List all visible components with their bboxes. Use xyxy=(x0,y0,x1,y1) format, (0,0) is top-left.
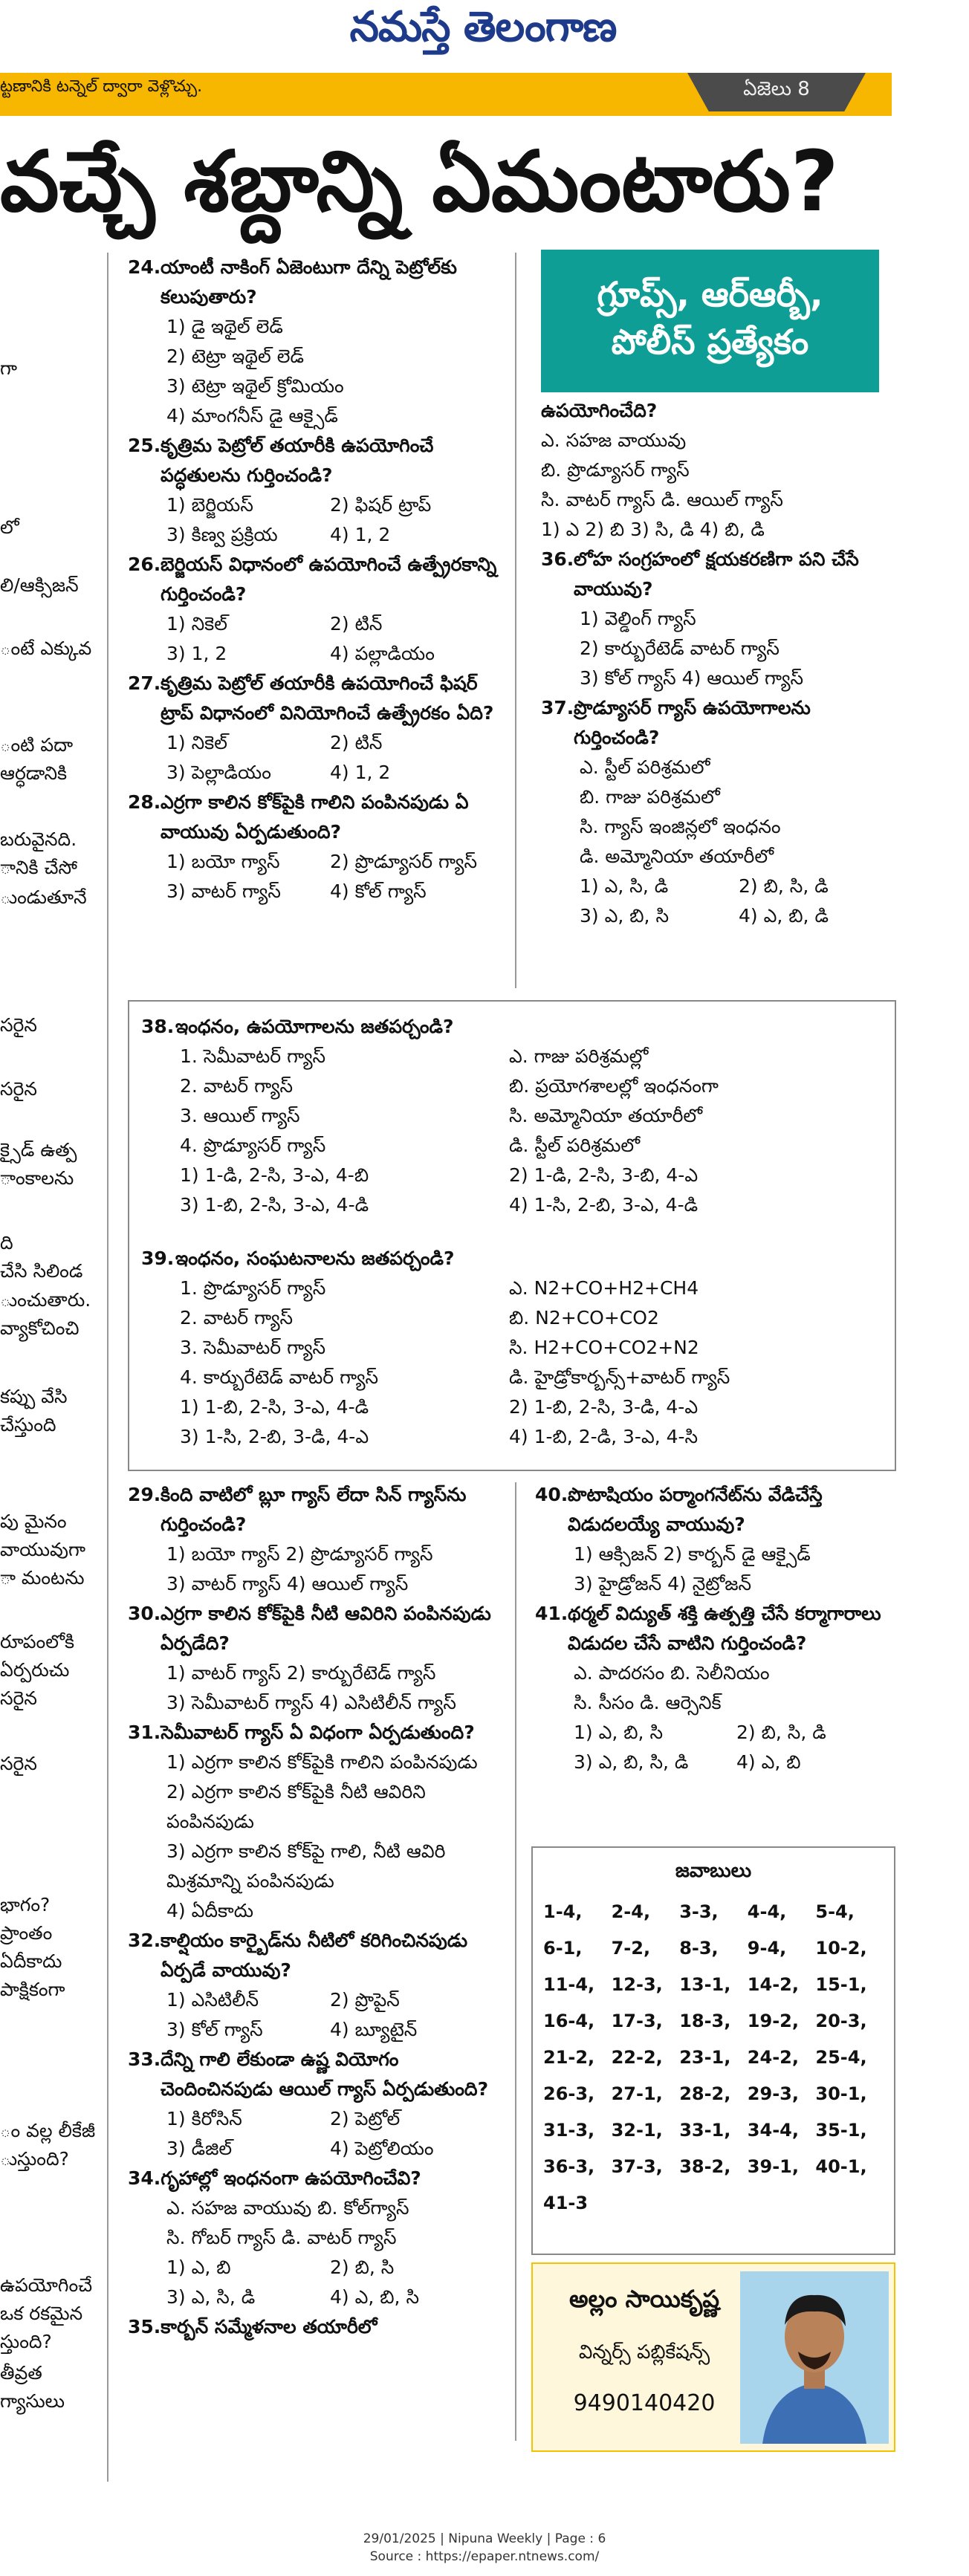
answer-entry: 8-3, xyxy=(679,1938,719,1959)
option-text: 2) బి, సి, డి xyxy=(736,1722,826,1743)
match-left: 2. వాటర్ గ్యాస్ xyxy=(180,1307,294,1328)
answer-row xyxy=(141,1161,884,1190)
option-text: 2) బి, సి xyxy=(330,2257,395,2278)
match-left: 2. వాటర్ గ్యాస్ xyxy=(180,1075,294,1097)
match-row xyxy=(141,1363,884,1392)
answer-entry: 9-4, xyxy=(747,1938,787,1959)
answer-entry: 28-2, xyxy=(679,2083,731,2104)
option-text: 1) కిరోసిన్ xyxy=(166,2108,242,2129)
edge-fragment: రూపంలోకి xyxy=(0,1631,75,1652)
question-text: ఎర్రగా కాలిన కోక్‌పైకి గాలిని పంపినపుడు ఏ వాయువు ఏర్పడుతుంది? xyxy=(161,791,469,843)
option-text: 4) పల్లాడియం xyxy=(330,643,435,664)
option-text: 3) ఎ, బి, సి, డి xyxy=(574,1751,689,1773)
question-item xyxy=(128,788,507,906)
option-text: 1) నికెల్ xyxy=(166,613,227,635)
answer-entry: 34-4, xyxy=(747,2120,799,2141)
question-number: 27. xyxy=(128,672,161,694)
answer-entry: 27-1, xyxy=(611,2083,663,2104)
answer-entry: 7-2, xyxy=(611,1938,651,1959)
edge-fragment: ఏదీకాదు xyxy=(0,1950,62,1972)
edge-fragment: కప్పు వేసి xyxy=(0,1386,68,1407)
option-text: సి. సీసం డి. ఆర్సెనిక్ xyxy=(574,1692,722,1713)
question-number: 31. xyxy=(128,1722,161,1743)
edge-fragment: లి/ఆక్సిజన్ xyxy=(0,574,79,596)
question-heading xyxy=(128,1926,507,1985)
question-heading xyxy=(128,2045,507,2104)
match-left: 1. సెమీవాటర్ గ్యాస్ xyxy=(180,1045,326,1067)
question-text: కాల్షియం కార్బైడ్‌ను నీటిలో కరిగించినపుడు ఏర్పడే వాయువు? xyxy=(161,1930,468,1981)
answer-entry: 3-3, xyxy=(679,1901,719,1922)
match-question xyxy=(141,1244,884,1452)
answer-entry: 22-2, xyxy=(611,2047,663,2068)
edge-fragment: ం వల్ల లీకేజీ xyxy=(0,2120,96,2141)
question-text: ఇంధనం, సంఘటనాలను జతపర్చండి? xyxy=(175,1248,455,1269)
match-right: బి. ప్రయోగశాలల్లో ఇంధనంగా xyxy=(509,1075,719,1097)
question-item xyxy=(128,669,507,788)
question-item xyxy=(128,2045,507,2164)
question-heading xyxy=(141,1012,884,1042)
edge-fragment: ుండుతూనే xyxy=(0,886,87,908)
match-right: బి. N2+CO+CO2 xyxy=(509,1307,659,1328)
option-text: 2) ప్రొడ్యూసర్ గ్యాస్ xyxy=(330,851,478,872)
answer-entry: 10-2, xyxy=(815,1938,867,1959)
question-heading xyxy=(128,1480,507,1540)
answer-key xyxy=(531,1846,895,2255)
masthead xyxy=(0,0,969,67)
option-text: 3) 1, 2 xyxy=(166,643,227,664)
option-text: 2) పెట్రోల్ xyxy=(330,2108,401,2129)
answer-entry: 18-3, xyxy=(679,2011,731,2031)
question-number: 25. xyxy=(128,435,161,456)
match-row xyxy=(141,1042,884,1071)
option-text: 2) టెట్రా ఇథైల్ లెడ్ xyxy=(166,345,304,367)
question-heading xyxy=(128,550,507,609)
question-heading xyxy=(128,2164,507,2193)
edge-fragment: చేసి సిలిండ xyxy=(0,1260,83,1282)
option-text: 1) ఎసిటిలీన్ xyxy=(166,1989,259,2011)
question-number: 24. xyxy=(128,256,161,278)
answer-entry: 4-4, xyxy=(747,1901,787,1922)
ticker-text: ట్టణానికి టన్నెల్ ద్వారా వెళ్లొచ్చు. xyxy=(0,77,203,96)
option-row xyxy=(128,1985,507,2015)
question-item xyxy=(541,693,898,931)
match-left: 4. ప్రొడ్యూసర్ గ్యాస్ xyxy=(180,1135,326,1156)
answer-entry: 36-3, xyxy=(543,2156,595,2177)
option-row xyxy=(128,2104,507,2134)
edge-fragment: భాగం? xyxy=(0,1894,51,1915)
option-text: 2) టిన్ xyxy=(330,613,383,635)
question-text: కృత్రిమ పెట్రోల్ తయారీకి ఉపయోగించే పద్ధతులను గుర్తించండి? xyxy=(161,435,434,486)
answer-row xyxy=(141,1422,884,1452)
option-text: 3) ఎ, బి, సి xyxy=(580,905,669,927)
question-number: 33. xyxy=(128,2048,161,2070)
option-text: 4) ఎ, బి xyxy=(736,1751,801,1773)
question-number: 37. xyxy=(541,697,574,718)
page-footer xyxy=(0,2530,969,2566)
option-text: 3) టెట్రా ఇథైల్ క్రోమియం xyxy=(166,375,344,397)
option-text: 3) కోల్ గ్యాస్ xyxy=(166,2019,263,2040)
question-item xyxy=(541,545,898,693)
question-item xyxy=(128,1718,507,1926)
option-text: 3) కోల్ గ్యాస్ 4) ఆయిల్ గ్యాస్ xyxy=(580,667,804,689)
question-heading xyxy=(128,669,507,728)
answer-entry: 24-2, xyxy=(747,2047,799,2068)
match-left: 1. ప్రొడ్యూసర్ గ్యాస్ xyxy=(180,1277,326,1299)
answer-entry: 26-3, xyxy=(543,2083,595,2104)
question-number: 30. xyxy=(128,1603,161,1624)
edge-fragment: పు మైనం xyxy=(0,1511,67,1532)
question-item xyxy=(128,2312,507,2342)
edge-fragment: ుంచుతారు. xyxy=(0,1289,91,1311)
edge-fragment: గా xyxy=(0,357,18,379)
answer-row xyxy=(141,1190,884,1220)
question-text: గృహాల్లో ఇంధనంగా ఉపయోగించేవి? xyxy=(161,2167,421,2189)
edge-fragment: సరైన xyxy=(0,1753,37,1774)
author-name: అల్లం సాయికృష్ణ xyxy=(568,2285,720,2313)
question-text: సెమీవాటర్ గ్యాస్ ఏ విధంగా ఏర్పడుతుంది? xyxy=(161,1722,475,1743)
option-row xyxy=(541,872,898,901)
answer-option: 2) 1-డి, 2-సి, 3-బి, 4-ఎ xyxy=(509,1164,699,1186)
question-heading xyxy=(128,253,507,312)
answer-entry: 39-1, xyxy=(747,2156,799,2177)
answer-option: 3) 1-సి, 2-బి, 3-డి, 4-ఎ xyxy=(180,1426,369,1447)
question-number: 29. xyxy=(128,1484,161,1505)
option-row xyxy=(128,2253,507,2283)
question-number: 38. xyxy=(141,1016,175,1037)
option-text: 1) బయో గ్యాస్ xyxy=(166,851,280,872)
edge-fragment: ానికి చేసో xyxy=(0,857,77,878)
continued-text: సి. వాటర్ గ్యాస్ డి. ఆయిల్ గ్యాస్ xyxy=(541,489,783,510)
option-text: 1) ఎర్రగా కాలిన కోక్‌పైకి గాలిని పంపినపుడు xyxy=(166,1751,478,1773)
badge-line-1: గ్రూప్స్, ఆర్ఆర్బీ, xyxy=(597,274,823,314)
question-number: 35. xyxy=(128,2316,161,2337)
question-heading xyxy=(128,2312,507,2342)
left-column-divider xyxy=(107,253,108,2482)
answer-entry: 6-1, xyxy=(543,1938,583,1959)
option-text: 2) బి, సి, డి xyxy=(739,875,829,897)
edge-fragment: క్సైడ్ ఉత్ప xyxy=(0,1139,77,1161)
edge-fragment: ంటే ఎక్కువ xyxy=(0,637,92,659)
option-text: 4) 1, 2 xyxy=(330,524,391,545)
answer-grid xyxy=(533,1894,894,2222)
questions-29-35 xyxy=(128,1480,507,2342)
match-left: 3. ఆయిల్ గ్యాస్ xyxy=(180,1105,300,1126)
edge-fragment: బరువైనది. xyxy=(0,828,77,850)
question-item xyxy=(128,1599,507,1718)
option-text: 4) కోల్ గ్యాస్ xyxy=(330,880,427,902)
answer-option: 1) 1-డి, 2-సి, 3-ఎ, 4-బి xyxy=(180,1164,369,1186)
question-text: దేన్ని గాలి లేకుండా ఉష్ణ వియోగం చెందించినపుడు ఆయిల్ గ్యాస్ ఏర్పడుతుంది? xyxy=(161,2048,489,2100)
option-text: 1) ఎ, బి, సి xyxy=(574,1722,663,1743)
question-item xyxy=(535,1480,899,1599)
question-text: కృత్రిమ పెట్రోల్ తయారీకి ఉపయోగించే ఫిషర్ ట్రాప్ విధానంలో వినియోగించే ఉత్ప్రేరకం ఏది? xyxy=(161,672,494,724)
answer-option: 2) 1-బి, 2-సి, 3-డి, 4-ఎ xyxy=(509,1396,699,1418)
edge-fragment: ా మంటను xyxy=(0,1567,85,1589)
match-right: సి. H2+CO+CO2+N2 xyxy=(509,1337,699,1358)
answer-entry: 30-1, xyxy=(815,2083,867,2104)
person-silhouette-icon xyxy=(740,2271,889,2444)
match-right: ఎ. గాజు పరిశ్రమల్లో xyxy=(509,1045,649,1067)
author-photo xyxy=(740,2271,889,2444)
option-text: 3) వాటర్ గ్యాస్ xyxy=(166,880,281,902)
continued-text: 1) ఎ 2) బి 3) సి, డి 4) బి, డి xyxy=(541,519,765,540)
option-text: 4) పెట్రోలియం xyxy=(330,2138,434,2159)
edge-fragment: పాక్షికంగా xyxy=(0,1979,65,2000)
continued-text: ఎ. సహజ వాయువు xyxy=(541,429,687,451)
option-row xyxy=(128,2134,507,2164)
edge-fragment: ఉపయోగించే xyxy=(0,2274,93,2296)
question-number: 39. xyxy=(141,1248,175,1269)
question-heading xyxy=(128,1718,507,1748)
option-row xyxy=(128,728,507,758)
edge-fragment: లో xyxy=(0,516,19,538)
option-text: 4) ఏదీకాదు xyxy=(166,1900,254,1921)
answer-entry: 37-3, xyxy=(611,2156,663,2177)
question-item xyxy=(128,1926,507,2045)
option-row xyxy=(128,847,507,877)
answer-entry: 38-2, xyxy=(679,2156,731,2177)
edge-fragment: గ్యాసులు xyxy=(0,2390,65,2412)
question-heading xyxy=(541,693,898,753)
page-tag-label: ఏజెలు 8 xyxy=(743,78,810,100)
match-row xyxy=(141,1101,884,1131)
continued-text: బి. ప్రొడ్యూసర్ గ్యాస్ xyxy=(541,459,690,481)
edge-fragment: చేస్తుంది xyxy=(0,1414,56,1435)
option-text: బి. గాజు పరిశ్రమలో xyxy=(580,786,720,808)
match-right: సి. అమ్మోనియా తయారీలో xyxy=(509,1105,703,1126)
headline: వచ్చే శబ్దాన్ని ఏమంటారు? xyxy=(0,134,839,230)
option-text: ఎ. స్టీల్ పరిశ్రమలో xyxy=(580,756,710,778)
edge-fragment: వ్యాకోచించి xyxy=(0,1317,80,1339)
middle-column-divider-lower xyxy=(515,1482,516,2441)
option-text: 2) టిన్ xyxy=(330,732,383,753)
question-item xyxy=(128,253,507,431)
answer-option: 1) 1-బి, 2-సి, 3-ఎ, 4-డి xyxy=(180,1396,369,1418)
answer-entry: 21-2, xyxy=(543,2047,595,2068)
option-text: 4) ఎ, బి, సి xyxy=(330,2286,419,2308)
option-text: 4) ఎ, బి, డి xyxy=(739,905,829,927)
edge-fragment: ఏర్పరుచు xyxy=(0,1659,70,1681)
option-text: 1) బెర్జియస్ xyxy=(166,494,253,516)
questions-35-37 xyxy=(541,396,898,931)
questions-24-28 xyxy=(128,253,507,906)
match-row xyxy=(141,1131,884,1161)
option-text: ఎ. సహజ వాయువు బి. కోల్‌గ్యాస్ xyxy=(166,2197,409,2219)
answer-option: 4) 1-బి, 2-డి, 3-ఎ, 4-సి xyxy=(509,1426,699,1447)
answer-entry: 12-3, xyxy=(611,1974,663,1995)
edge-fragment: సరైన xyxy=(0,1687,37,1709)
option-text: 3) పెల్లాడియం xyxy=(166,762,271,783)
option-row xyxy=(128,520,507,550)
author-phone: 9490140420 xyxy=(573,2390,716,2416)
option-text: 4) బ్యూటైన్ xyxy=(330,2019,418,2040)
match-row xyxy=(141,1071,884,1101)
question-heading xyxy=(128,1599,507,1658)
edge-fragment: సరైన xyxy=(0,1078,37,1100)
edge-fragment: వాయువుగా xyxy=(0,1539,85,1560)
question-text: ఎర్రగా కాలిన కోక్‌పైకి నీటి ఆవిరిని పంపినపుడు ఏర్పడేది? xyxy=(161,1603,491,1654)
question-number: 36. xyxy=(541,548,574,570)
option-text: 3) వాటర్ గ్యాస్ 4) ఆయిల్ గ్యాస్ xyxy=(166,1573,409,1594)
match-right: ఎ. N2+CO+H2+CH4 xyxy=(509,1277,699,1299)
answer-entry: 1-4, xyxy=(543,1901,583,1922)
answer-entry: 40-1, xyxy=(815,2156,867,2177)
answer-entry: 29-3, xyxy=(747,2083,799,2104)
option-text: 1) ఎ, సి, డి xyxy=(580,875,669,897)
question-text: బెర్జియస్ విధానంలో ఉపయోగించే ఉత్ప్రేరకాన్ని గుర్తించండి? xyxy=(161,554,497,605)
question-item xyxy=(128,550,507,669)
question-text: యాంటీ నాకింగ్ ఏజెంటుగా దేన్ని పెట్రోల్‌కు కలుపుతారు? xyxy=(161,256,457,308)
edge-fragment: తీవ్రత xyxy=(0,2362,42,2384)
question-number: 28. xyxy=(128,791,161,813)
match-row xyxy=(141,1274,884,1303)
match-question xyxy=(141,1012,884,1220)
edge-fragment: ఆర్ధడానికి xyxy=(0,762,68,784)
question-heading xyxy=(141,1244,884,1274)
option-row xyxy=(128,2015,507,2045)
option-text: 1) వాటర్ గ్యాస్ 2) కార్బురేటెడ్ గ్యాస్ xyxy=(166,1662,436,1684)
option-row xyxy=(541,901,898,931)
option-text: 2) ఫిషర్ ట్రాప్ xyxy=(330,494,432,516)
question-heading xyxy=(541,545,898,604)
option-text: 1) ఎ, బి xyxy=(166,2257,231,2278)
question-heading xyxy=(128,431,507,490)
option-text: 2) కార్బురేటెడ్ వాటర్ గ్యాస్ xyxy=(580,637,780,659)
edge-fragment: ప్రాంతం xyxy=(0,1922,53,1944)
question-text: ప్రొడ్యూసర్ గ్యాస్ ఉపయోగాలను గుర్తించండి? xyxy=(574,697,811,748)
edge-fragment: ంటి పదా xyxy=(0,734,74,756)
question-item xyxy=(535,1599,899,1777)
newspaper-logo: నమస్తే తెలంగాణ xyxy=(349,3,617,51)
option-row xyxy=(128,639,507,669)
answer-option: 4) 1-సి, 2-బి, 3-ఎ, 4-డి xyxy=(509,1194,699,1216)
exam-badge xyxy=(541,250,879,392)
answer-entry: 20-3, xyxy=(815,2011,867,2031)
option-text: 1) నికెల్ xyxy=(166,732,227,753)
middle-column-divider xyxy=(515,253,516,988)
match-row xyxy=(141,1333,884,1363)
option-text: 3) కిణ్వ ప్రక్రియ xyxy=(166,524,278,545)
option-text: 2) ఎర్రగా కాలిన కోక్‌పైకి నీటి ఆవిరిని పంపినపుడు xyxy=(166,1781,426,1832)
question-text: థర్మల్ విద్యుత్ శక్తి ఉత్పత్తి చేసే కర్మాగారాలు విడుదల చేసే వాటిని గుర్తించండి? xyxy=(568,1603,881,1654)
option-row xyxy=(128,490,507,520)
edge-fragment: ాంకాలను xyxy=(0,1167,74,1189)
question-number: 41. xyxy=(535,1603,568,1624)
answer-entry: 17-3, xyxy=(611,2011,663,2031)
edge-fragment: ఒక రకమైన xyxy=(0,2303,83,2324)
match-left: 3. సెమీవాటర్ గ్యాస్ xyxy=(180,1337,326,1358)
option-row xyxy=(128,758,507,788)
answer-key-title: జవాబులు xyxy=(675,1860,752,1882)
option-row xyxy=(128,2283,507,2312)
option-row xyxy=(535,1718,899,1748)
option-text: సి. గ్యాస్ ఇంజిన్లలో ఇంధనం xyxy=(580,816,781,837)
question-text: కింది వాటిలో బ్లూ గ్యాస్ లేదా సిన్ గ్యాస్‌ను గుర్తించండి? xyxy=(161,1484,467,1535)
question-number: 32. xyxy=(128,1930,161,1951)
answer-entry: 33-1, xyxy=(679,2120,731,2141)
answer-entry: 31-3, xyxy=(543,2120,595,2141)
answer-entry: 2-4, xyxy=(611,1901,651,1922)
edge-fragment: ది xyxy=(0,1232,13,1253)
option-text: 3) ఎ, సి, డి xyxy=(166,2286,256,2308)
footer-source-line: Source : https://epaper.ntnews.com/ xyxy=(369,2549,600,2564)
answer-entry: 16-4, xyxy=(543,2011,595,2031)
question-number: 34. xyxy=(128,2167,161,2189)
question-item xyxy=(128,2164,507,2312)
answer-entry: 32-1, xyxy=(611,2120,663,2141)
edge-fragment: సరైన xyxy=(0,1014,37,1036)
option-row xyxy=(128,877,507,906)
question-number: 26. xyxy=(128,554,161,575)
footer-date-line: 29/01/2025 | Nipuna Weekly | Page : 6 xyxy=(363,2531,606,2546)
match-right: డి. హైడ్రోకార్బన్స్+వాటర్ గ్యాస్ xyxy=(509,1366,730,1388)
match-right: డి. స్టీల్ పరిశ్రమలో xyxy=(509,1135,641,1156)
answer-entry: 15-1, xyxy=(815,1974,867,1995)
option-text: సి. గోబర్ గ్యాస్ డి. వాటర్ గ్యాస్ xyxy=(166,2227,397,2248)
question-text: కార్బన్ సమ్మేళనాల తయారీలో xyxy=(161,2316,377,2337)
answer-entry: 13-1, xyxy=(679,1974,731,1995)
answer-option: 3) 1-బి, 2-సి, 3-ఎ, 4-డి xyxy=(180,1194,369,1216)
answer-entry: 41-3 xyxy=(543,2193,589,2213)
edge-fragment: ుస్తుంది? xyxy=(0,2148,69,2170)
option-row xyxy=(128,609,507,639)
question-item xyxy=(128,431,507,550)
answer-entry: 19-2, xyxy=(747,2011,799,2031)
match-questions-box xyxy=(128,1000,896,1471)
question-number: 40. xyxy=(535,1484,568,1505)
option-text: 2) ప్రొపైన్ xyxy=(330,1989,400,2011)
option-text: 1) డై ఇథైల్ లెడ్ xyxy=(166,316,283,337)
answer-entry: 23-1, xyxy=(679,2047,731,2068)
answer-row xyxy=(141,1392,884,1422)
questions-40-41 xyxy=(535,1480,899,1777)
option-text: 4) మాంగనీస్ డై ఆక్సైడ్ xyxy=(166,405,338,426)
option-row xyxy=(535,1748,899,1777)
question-heading xyxy=(535,1480,899,1540)
option-text: 1) బయో గ్యాస్ 2) ప్రొడ్యూసర్ గ్యాస్ xyxy=(166,1543,433,1565)
question-text: పొటాషియం పర్మాంగనేట్‌ను వేడిచేస్తే విడుదలయ్యే వాయువు? xyxy=(568,1484,823,1535)
option-text: 3) సెమీవాటర్ గ్యాస్ 4) ఎసిటిలీన్ గ్యాస్ xyxy=(166,1692,456,1713)
question-group xyxy=(541,545,898,931)
question-heading xyxy=(535,1599,899,1658)
match-left: 4. కార్బురేటెడ్ వాటర్ గ్యాస్ xyxy=(180,1366,379,1388)
answer-entry: 35-1, xyxy=(815,2120,867,2141)
option-text: 1) వెల్డింగ్ గ్యాస్ xyxy=(580,608,696,629)
option-text: డి. అమ్మోనియా తయారీలో xyxy=(580,846,774,867)
answer-entry: 14-2, xyxy=(747,1974,799,1995)
option-text: 3) హైడ్రోజన్ 4) నైట్రోజన్ xyxy=(574,1573,752,1594)
continued-text: ఉపయోగించేది? xyxy=(541,400,658,421)
edge-fragment: స్తుంది? xyxy=(0,2331,52,2352)
option-text: 3) ఎర్రగా కాలిన కోక్‌పై గాలి, నీటి ఆవిరి మిశ్రమాన్ని పంపినపుడు xyxy=(166,1840,446,1892)
badge-line-2: పోలీస్ ప్రత్యేకం xyxy=(611,322,809,362)
question-heading xyxy=(128,788,507,847)
answer-entry: 11-4, xyxy=(543,1974,595,1995)
option-text: 3) డీజిల్ xyxy=(166,2138,233,2159)
question-text: ఇంధనం, ఉపయోగాలను జతపర్చండి? xyxy=(175,1016,454,1037)
answer-entry: 25-4, xyxy=(815,2047,867,2068)
option-text: 4) 1, 2 xyxy=(330,762,391,783)
question-item xyxy=(128,1480,507,1599)
match-row xyxy=(141,1303,884,1333)
option-text: ఎ. పాదరసం బి. సెలీనియం xyxy=(574,1662,770,1684)
author-org: విన్నర్స్ పబ్లికేషన్స్ xyxy=(578,2341,710,2364)
answer-entry: 5-4, xyxy=(815,1901,855,1922)
question-text: లోహ సంగ్రహంలో క్షయకరణిగా పని చేసే వాయువు? xyxy=(574,548,859,600)
option-text: 1) ఆక్సిజన్ 2) కార్బన్ డై ఆక్సైడ్ xyxy=(574,1543,811,1565)
